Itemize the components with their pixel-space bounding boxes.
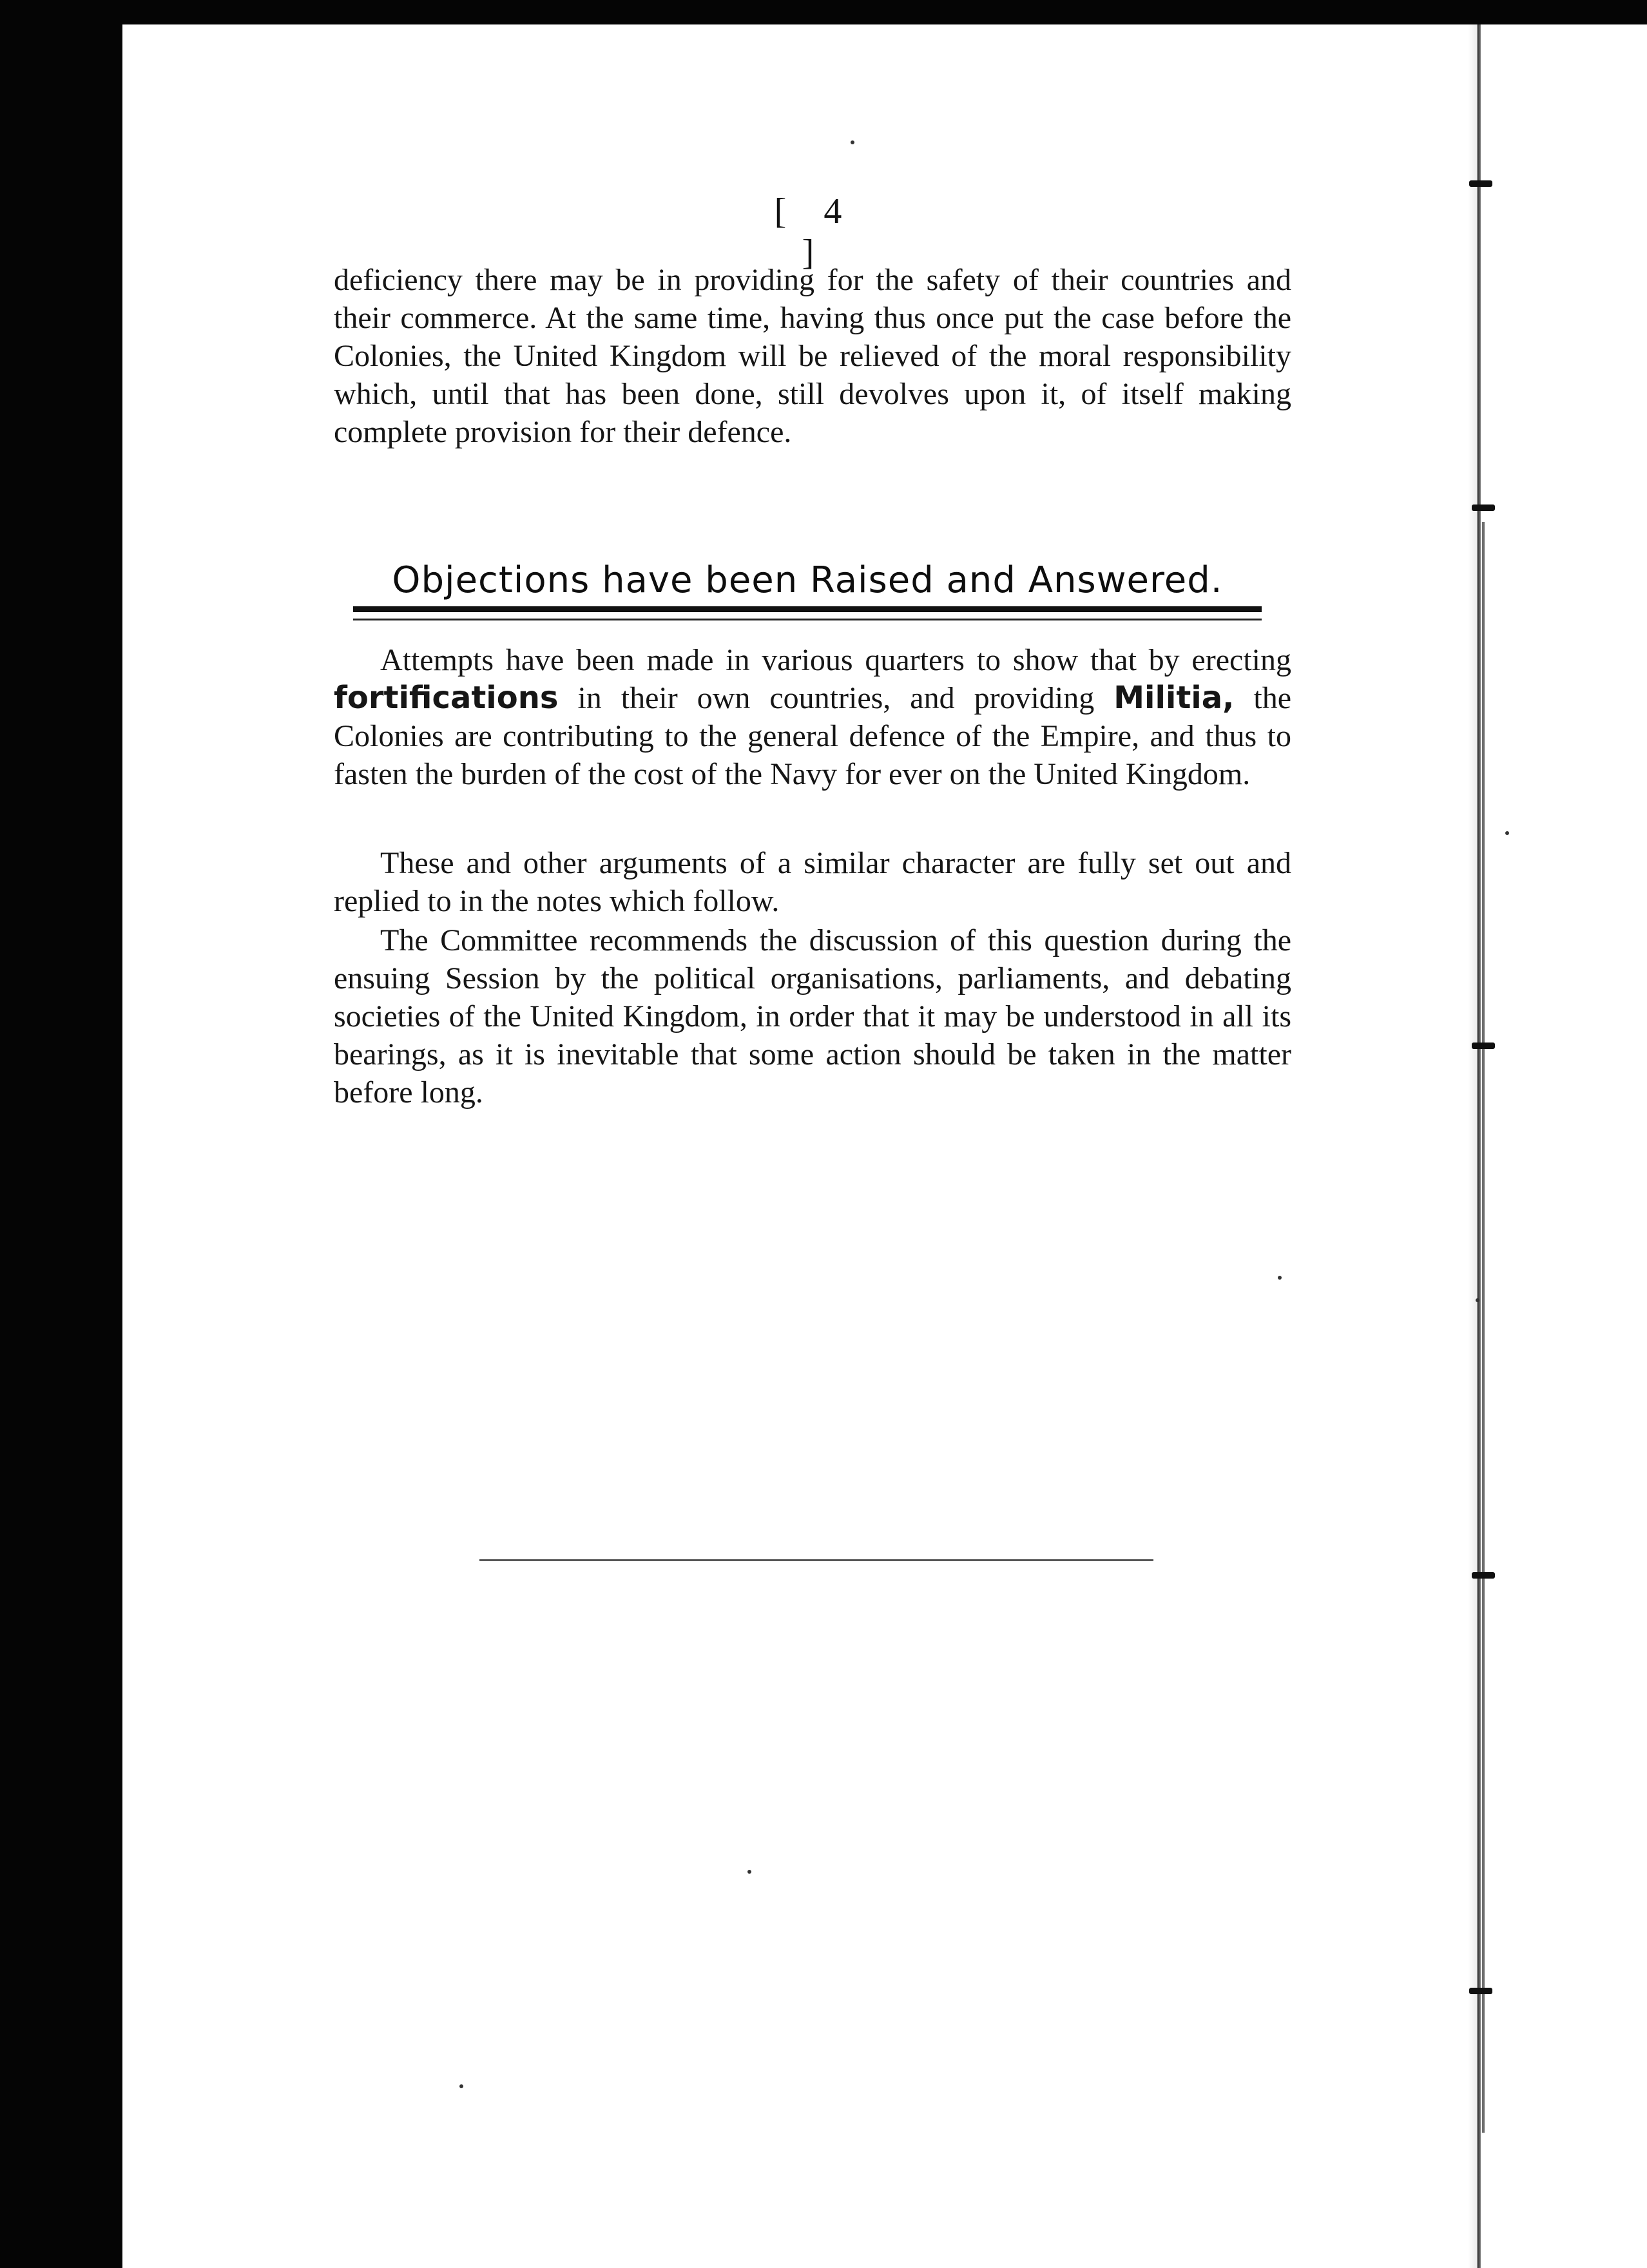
binding-thread xyxy=(1482,522,1485,2133)
body-paragraph-1: deficiency there may be in providing for the safety of their countries and their commerce. At the same time, having thus once put the case before the Colonies, the United Kingdom will be relieved of the moral responsibility which, until that has been done, still devolves upon it, of itself making complete provision for their defence. xyxy=(334,263,1291,449)
paragraph-2-text-2: in their own countries, and providing xyxy=(558,681,1114,715)
paragraph-2-text-1: Attempts have been made in various quarters to show that by erecting xyxy=(380,643,1291,677)
page-fold-edge xyxy=(1477,24,1481,2268)
divider-rule xyxy=(479,1559,1153,1561)
scan-border-left xyxy=(0,0,122,2268)
scan-speck xyxy=(747,1870,751,1874)
scan-speck xyxy=(459,2084,463,2088)
scan-border-top xyxy=(0,0,1647,24)
binding-mark xyxy=(1472,1572,1495,1579)
scan-speck xyxy=(1278,1276,1282,1280)
scan-speck xyxy=(1505,831,1509,835)
section-heading: Objections have been Raised and Answered. xyxy=(353,559,1262,612)
body-paragraph-2 xyxy=(334,641,1291,793)
body-paragraph-3: These and other arguments of a similar character are fully set out and replied to in the notes which follow. xyxy=(334,846,1291,918)
binding-mark xyxy=(1469,1988,1492,1994)
scan-speck xyxy=(1476,1298,1479,1302)
bold-term-militia: Militia, xyxy=(1113,680,1235,716)
binding-mark xyxy=(1472,505,1495,511)
page-fold-shadow xyxy=(1468,24,1477,2268)
scan-speck xyxy=(851,140,854,144)
body-paragraph-4: The Committee recommends the discussion of this question during the ensuing Session by the political organisations, parliaments, and debating societies of the United Kingdom, in order that it may be understood in all its bearings, as it is inevitable that some action should be taken in the matter before long. xyxy=(334,923,1291,1110)
page-number: [ 4 ] xyxy=(774,191,856,273)
bold-term-fortifications: fortifications xyxy=(334,680,559,716)
binding-mark xyxy=(1472,1043,1495,1049)
heading-underline xyxy=(353,619,1262,620)
binding-mark xyxy=(1469,180,1492,187)
paragraph-2-text-3: the Colonies are contributing to the general defence of the Empire, and thus to fasten the burden of the cost of the Navy for ever on the United Kingdom. xyxy=(334,681,1291,791)
